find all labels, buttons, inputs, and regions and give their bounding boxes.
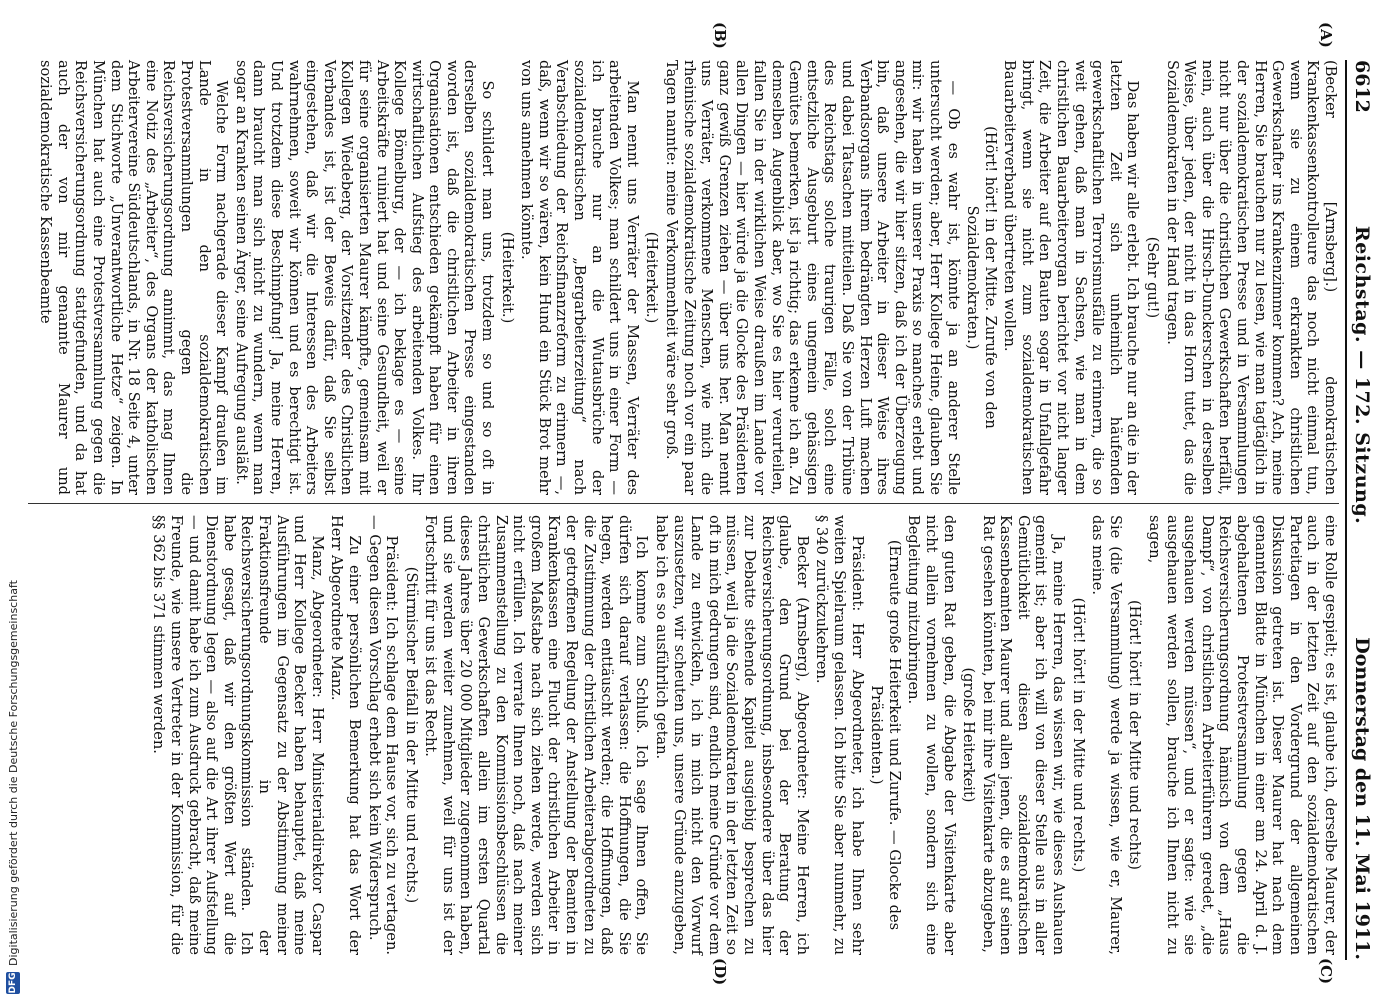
- paragraph: Ich komme zum Schluß. Ich sage Ihnen offen, Sie dürfen sich darauf verlassen: die Hoffnungen, die Sie hegen, werden enttäuscht werden; die Hoffnungen, daß die Zustimmung der christlichen Arbeiterabgeordneten zu der getroffenen Regelung der Anstellung der Beamten in Krankenkassen eine Flucht der christlichen Arbeiter in großem Maßstabe nach sich ziehen werde, werden sich nicht erfüllen. Ich verrate Ihnen noch, daß nach meiner Zusammenstellung zu den Kommissionsbeschlüssen die christlichen Gewerkschaften allein im ersten Quartal dieses Jahres über 20 000 Mitglieder zugenommen haben, und sie werden weiter zunehmen, weil für uns ist der Fortschritt für uns ist das Recht.: [422, 515, 651, 955]
- paragraph: Sie (die Versammlung) werde ja wissen, wie er, Maurer, das meine.: [1089, 515, 1124, 955]
- speaker-paragraph: Becker (Arnsberg), Abgeordneter: Meine Herren, ich glaube, den Grund bei der Beratung der Reichsversicherungsordnung, insbesondere über das hier zur Debatte stehende Kapitel ausgiebig besprechen zu müssen, weil ja die Sozialdemokraten in der letzten Zeit so oft in mich gedrungen sind, endlich meine Gründe vor dem Lande zu entwickeln, ich in mich nicht den Vorwurf auszusetzen, wir scheuten uns, unsere Gründe anzugeben, habe ich es so ausführlich getan.: [653, 515, 811, 955]
- session-date: Donnerstag den 11. Mai 1911.: [1351, 637, 1373, 960]
- paragraph: Das haben wir alle erlebt. Ich brauche nur an die in der letzten Zeit sich unheimlich häufenden gewerkschaftlichen Terrorismusfälle zu erinnern, die so weit gehen, daß man in Sachsen, wie man in dem christlichen Bauarbeiterorgan berichtet vor nicht langer Zeit, die Arbeiter auf den Bauten sogar in Unfallgefahr bringt, wenn sie nicht zum sozialdemokratischen Bauarbeiterverband übertreten wollen.: [1001, 60, 1142, 495]
- paragraph: eine Rolle gespielt; es ist, glaube ich, derselbe Maurer, der auch in der letzten Zeit auf den sozialdemokratischen Parteitagen in den Vordergrund der allgemeinen Diskussion getreten ist. Dieser Maurer hat nach dem genannten Blatte in München in einer am 24. April d. J. abgehaltenen Protestversammlung gegen die Reichsversicherungsordnung hämisch von dem „Haus Dampf“, von christlichen Arbeiterführern geredet, „die ausgehauen werden müssen“, und er sagte: wie sie ausgehauen werden sollen, brauche ich Ihnen nicht zu sagen,: [1146, 515, 1339, 955]
- paragraph: (Becker [Arnsberg].) demokratischen Krankenkassenkontrolleure das noch nicht einmal tun, wenn sie zu einem erkrankten christlichen Gewerkschafter ins Krankenzimmer kommen? Ach, meine Herren, Sie brauchen nur zu lesen, wie man tagtäglich in der sozialdemokratischen Presse und in Versammlungen nicht nur über die christlichen Gewerkschaften herfällt, nein, auch über die Hirsch-Dunckerschen in derselben Weise, über jeden, der nicht in das Horn tutet, das die Sozialdemokraten in der Hand tragen.: [1163, 60, 1339, 495]
- paragraph: Man nennt uns Verräter der Massen, Verräter des arbeitenden Volkes; man schildert uns in einer Form — ich brauche nur an die Wutausbrüche der sozialdemokratischen „Bergarbeiterzeitung“ nach Verabschiedung der Reichsfinanzreform zu erinnern —, daß, wenn wir so wären, kein Hund ein Stück Brot mehr von uns annehmen könnte.: [518, 60, 641, 495]
- footer-strip: [0, 0, 22, 1000]
- page-number: 6612: [1351, 60, 1373, 113]
- interjection: (Erneute große Heiterkeit und Zurufe. — Glocke des Präsidenten.): [868, 539, 903, 931]
- margin-mark-c: (C): [1317, 958, 1335, 985]
- interjection: (Heiterkeit.): [498, 231, 516, 324]
- margin-mark-d: (D): [711, 958, 729, 986]
- interjection: (Stürmischer Beifall in der Mitte und rechts.): [402, 566, 420, 904]
- paragraph: Zu einer persönlichen Bemerkung hat das Wort der Herr Abgeordnete Manz.: [328, 515, 363, 955]
- running-title: Reichstag. — 172. Sitzung.: [1351, 225, 1373, 525]
- paragraph: Ja, meine Herren, das wissen wir, wie dieses Aushauen gemeint ist; aber ich will von dieser Stelle aus in aller Gemütlichkeit diesen sozialdemokratischen Kassenbeamten Maurer und allen jenen, die es auf seinen Rat gesehen könnten, bei mir ihre Visitenkarte abzugeben,: [979, 515, 1068, 955]
- interjection: (große Heiterkeit): [960, 667, 978, 803]
- margin-mark-a: (A): [1317, 22, 1335, 48]
- paragraph: den guten Rat geben, die Abgabe der Visitenkarte aber nicht allein vornehmen zu wollen, sondern sich eine Begleitung mitzubringen.: [905, 515, 958, 955]
- speaker-paragraph: Manz, Abgeordneter: Herr Ministerialdirektor Caspar und Herr Kollege Becker haben behauptet, daß meine Ausführungen im Gegensatz zu der Abstimmung meiner Fraktionsfreunde in der Reichsversicherungsordnungskommission ständen. Ich habe gesagt, daß wir den größten Wert auf die Dienstordnung legen — also auf die Art ihrer Aufstellung — und damit habe ich zum Ausdruck gebracht, daß meine Freunde, wie unsere Vertreter in der Kommission, für die §§ 362 bis 371 stimmen werden.: [150, 515, 326, 955]
- page-header: [1349, 60, 1375, 960]
- speaker-paragraph: Präsident: Herr Abgeordneter, ich habe Ihnen sehr weiten Spielraum gelassen. Ich bitte Sie aber nunmehr, zu § 340 zurückzukehren.: [813, 515, 866, 955]
- header-rule: [1345, 60, 1347, 960]
- margin-mark-b: (B): [711, 22, 729, 49]
- funding-note: Digitalisierung gefördert durch die Deutsche Forschungsgemeinschaft: [6, 580, 20, 966]
- interjection: (Hört! hört! in der Mitte und rechts.): [1069, 597, 1087, 873]
- interjection: (Heiterkeit.): [643, 231, 661, 324]
- left-column: [28, 60, 1339, 495]
- column-divider: [28, 503, 1339, 504]
- interjection: (Hört! hört! in der Mitte. Zurufe von den Sozialdemokraten.): [964, 126, 999, 429]
- paragraph: So schildert man uns, trotzdem so und so oft in derselben sozialdemokratischen Presse eingestanden worden ist, daß die christlichen Arbeiter in ihren Organisationen entschieden gekämpft haben für einen wirtschaftlichen Aufstieg des arbeitenden Volkes. Ihr Kollege Bömelburg, der — ich beklage es — seine Arbeitskräfte ruiniert hat und seine Gesundheit, weil er für seine organisierten Maurer kämpfte, gemeinsam mit Kollegen Wiedeberg, der Vorsitzender des Christlichen Verbandes ist, ist der Beweis dafür, daß Sie selbst eingestehen, daß wir die Interessen des Arbeiters wahrnehmen, soweit wir können und es berechtigt ist. Und trotzdem diese Beschimpfung! Ja, meine Herren, dann braucht man sich nicht zu wundern, wenn man sogar an Kranken seinen Ärger, seine Aufregung ausläßt.: [232, 60, 497, 495]
- dfg-logo: DFG: [8, 972, 18, 994]
- paragraph: — Ob es wahr ist, könnte ja an anderer Stelle untersucht werden; aber, Herr Kollege Heine, glauben Sie mir: wir haben in unserer Praxis so manches erlebt und angesehen, die wir hier sitzen, daß ich der Überzeugung bin, daß unsere Arbeiter in dieser Weise ihres Verbandsorgans ihrem bedrängten Herzen Luft machen und dabei Tatsachen mitteilen. Daß Sie von der Tribüne des Reichstags solche traurigen Fälle, solch eine entsetzliche Ausgeburt eines ungemein gehässigen Gemütes bemerken, ist ja richtig; das erkenne ich an. Zu demselben Augenblick aber, wo Sie es hier verurteilen, fallen Sie in der wirklichen Weise draußen im Lande vor allen Dingen — hier würde ja die Glocke des Präsidenten ganz gewiß Grenzen ziehen — über uns her. Man nennt uns Verräter, verkommene Menschen, wie mich die rheinische sozialdemokratische Zeitung noch vor ein paar Tagen nannte: meine Verkommenheit wäre sehr groß.: [663, 60, 962, 495]
- interjection: (Sehr gut!): [1144, 236, 1162, 319]
- speaker-paragraph: Präsident: Ich schlage dem Hause vor, sich zu vertagen. — Gegen diesen Vorschlag erhebt sich kein Widerspruch.: [365, 515, 401, 955]
- right-column: [28, 515, 1339, 955]
- interjection: (Hört! hört! in der Mitte und rechts): [1126, 599, 1144, 870]
- paragraph: Welche Form nachgerade dieser Kampf draußen im Lande in den sozialdemokratischen Protestversammlungen gegen die Reichsversicherungsordnung annimmt, das mag Ihnen eine Notiz des „Arbeiter“, des Organs der katholischen Arbeitervereine Süddeutschlands, in Nr. 18 Seite 4, unter dem Stichworte „Unverantwortliche Hetze“ zeigen. In München hat auch eine Protestversammlung gegen die Reichsversicherungsordnung stattgefunden, und da hat auch der von mir genannte Maurer und sozialdemokratische Kassenbeamte: [37, 60, 231, 495]
